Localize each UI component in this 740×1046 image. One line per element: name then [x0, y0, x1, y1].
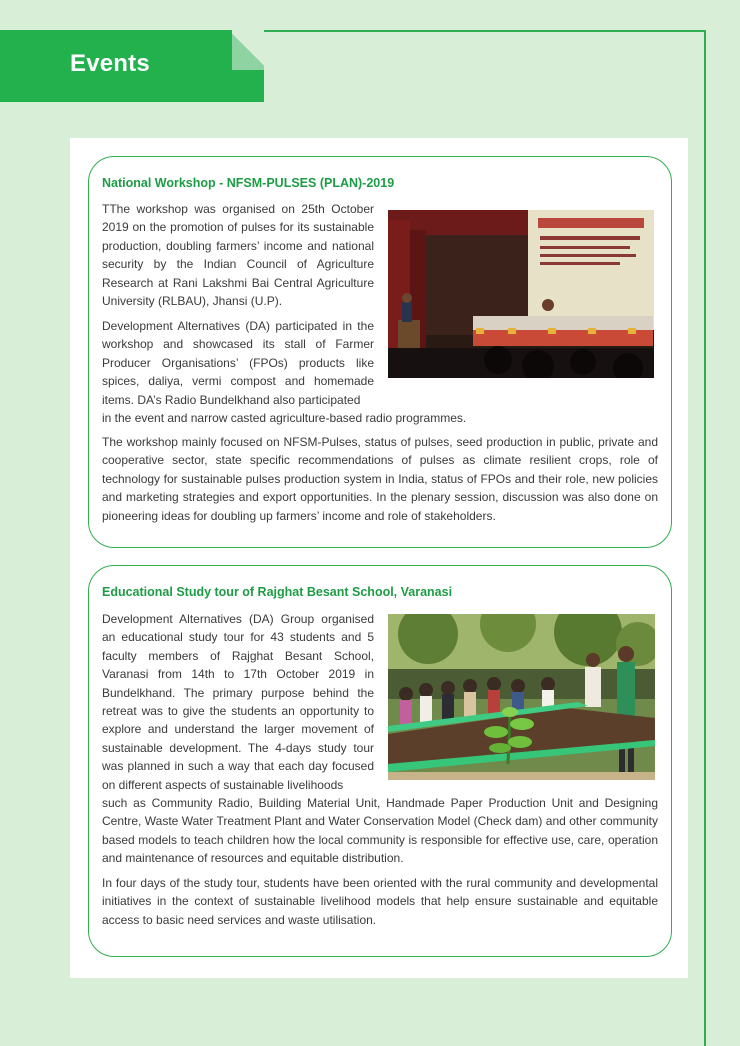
workshop-paragraph-3: The workshop mainly focused on NFSM-Pulses, status of pulses, seed production in public, private and cooperative sector, state specific recommendations of pulses as climate resilient crops, role of technology for sustainable pulses production system in India, status of FPOs and their role, new policies and marketing strategies and export opportunities. In the plenary session, discussion was also done on pioneering ideas for doubling up farmers’ income and role of stakeholders.: [102, 435, 658, 523]
study-tour-paragraph-1-continued: such as Community Radio, Building Material Unit, Handmade Paper Production Unit and Designing Centre, Waste Water Treatment Plant and Water Conservation Model (Check dam) and other community based models to teach children how the local community is responsible for effective use, care, operation and maintenance of resources and equitable distribution.: [102, 796, 658, 866]
right-border-rule: [704, 30, 706, 1046]
page-title: Events: [70, 50, 150, 77]
workshop-heading: National Workshop - NFSM-PULSES (PLAN)-2019: [102, 176, 395, 190]
workshop-paragraph-1: TThe workshop was organised on 25th October 2019 on the promotion of pulses for its sustainable production, doubling farmers’ income and national security by the Indian Council of Agriculture Research at Rani Lakshmi Bai Central Agriculture University (RLBAU), Jhansi (U.P).: [102, 202, 374, 309]
workshop-paragraph-2-continued: in the event and narrow casted agriculture-based radio programmes.: [102, 411, 467, 425]
study-tour-heading: Educational Study tour of Rajghat Besant School, Varanasi: [102, 585, 453, 599]
workshop-stage-photo: [388, 210, 654, 378]
workshop-paragraph-2: Development Alternatives (DA) participated in the workshop and showcased its stall of Farmer Producer Organisations’ (FPOs) products like spices, daliya, vermi compost and homemade items. DA’s Radio Bundelkhand also participated: [102, 319, 374, 407]
study-tour-paragraph-1: Development Alternatives (DA) Group organised an educational study tour for 43 students and 5 faculty members of Rajghat Besant School, Varanasi from 14th to 17th October 2019 in Bundelkhand. The primary purpose behind the retreat was to give the students an opportunity to explore and understand the larger movement of sustainable development. The 4-days study tour was planned in such a way that each day focused on different aspects of sustainable livelihoods: [102, 612, 374, 792]
banner-fold-corner: [232, 30, 264, 70]
study-tour-paragraph-2: In four days of the study tour, students have been oriented with the rural community and developmental initiatives in the context of sustainable livelihood models that help ensure sustainable and equitable access to basic need services and waste utilisation.: [102, 876, 658, 927]
study-tour-garden-photo: [388, 614, 655, 780]
